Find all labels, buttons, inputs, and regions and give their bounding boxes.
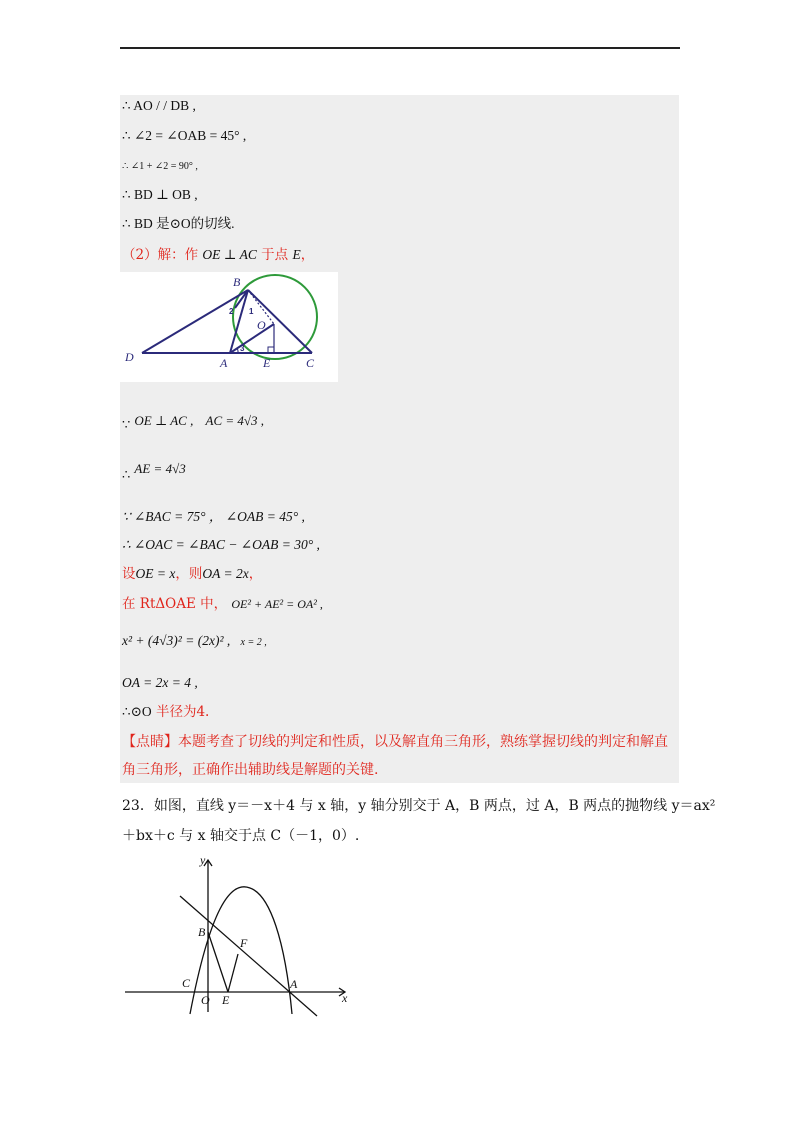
circle-tangent-figure [120, 272, 338, 382]
label-b: B [233, 275, 241, 289]
label-x: x [342, 991, 348, 1005]
solution-line-8: ∵ ∠BAC = 75° ， ∠OAB = 45° , [122, 509, 305, 524]
question-23-line-2: ＋bx＋c 与 x 轴交于点 C（－1，0）. [122, 828, 360, 844]
label-f: F [240, 936, 248, 950]
label-o-2: O [201, 993, 210, 1007]
label-angle-3: 3 [240, 344, 245, 353]
solution-panel [120, 95, 679, 783]
label-angle-1: 1 [249, 307, 254, 316]
solution-line-5: ∴ BD 是⊙O的切线. [122, 216, 235, 231]
part2-heading: （2）解：作 OE ⊥ AC 于点 E， [122, 247, 315, 263]
line-be [208, 932, 228, 992]
label-d: D [125, 350, 134, 364]
label-e: E [263, 356, 271, 370]
solution-line-7: ∴ AE = 4√3 [122, 461, 186, 483]
solution-line-4: ∴ BD ⊥ OB , [122, 187, 198, 202]
label-angle-2: 2 [229, 307, 234, 316]
label-a: A [220, 356, 228, 370]
circle-o-symbol-2: ⊙O [130, 704, 152, 719]
label-c: C [306, 356, 315, 370]
header-rule [120, 47, 680, 49]
solution-line-10: 设OE = x，则OA = 2x， [122, 566, 263, 582]
solution-line-1: ∴ AO / / DB , [122, 98, 196, 113]
comment-line-2: 角三角形，正确作出辅助线是解题的关键. [122, 762, 379, 778]
label-o: O [257, 318, 266, 332]
label-e-2: E [222, 993, 230, 1007]
solution-line-3: ∴ ∠1 + ∠2 = 90° , [122, 161, 198, 172]
solution-line-11: 在 RtΔOAE 中， OE² + AE² = OA² , [122, 596, 323, 612]
solution-line-9: ∴ ∠OAC = ∠BAC − ∠OAB = 30° , [122, 537, 320, 552]
parabola-figure [120, 850, 360, 1020]
solution-line-13: OA = 2x = 4 , [122, 675, 198, 690]
solution-line-12: x² + (4√3)² = (2x)² , x = 2 , [122, 633, 267, 648]
solution-line-6: ∵ OE ⊥ AC , AC = 4√3 , [122, 413, 265, 433]
solution-line-2: ∴ ∠2 = ∠OAB = 45° , [122, 128, 247, 143]
label-a-2: A [290, 977, 298, 991]
circle-o-symbol: ⊙O [169, 216, 191, 231]
solution-line-14: ∴⊙O 半径为4. [122, 704, 210, 720]
comment-line-1: 【点睛】本题考查了切线的判定和性质，以及解直角三角形，熟练掌握切线的判定和解直 [122, 734, 668, 750]
question-23-line-1: 23．如图，直线 y＝－x＋4 与 x 轴，y 轴分别交于 A，B 两点，过 A，B 两点的抛物线 y＝ax² [122, 798, 716, 814]
label-c-2: C [182, 976, 191, 990]
line-ef [228, 954, 238, 992]
label-b-2: B [198, 925, 206, 939]
label-y: y [200, 853, 206, 867]
